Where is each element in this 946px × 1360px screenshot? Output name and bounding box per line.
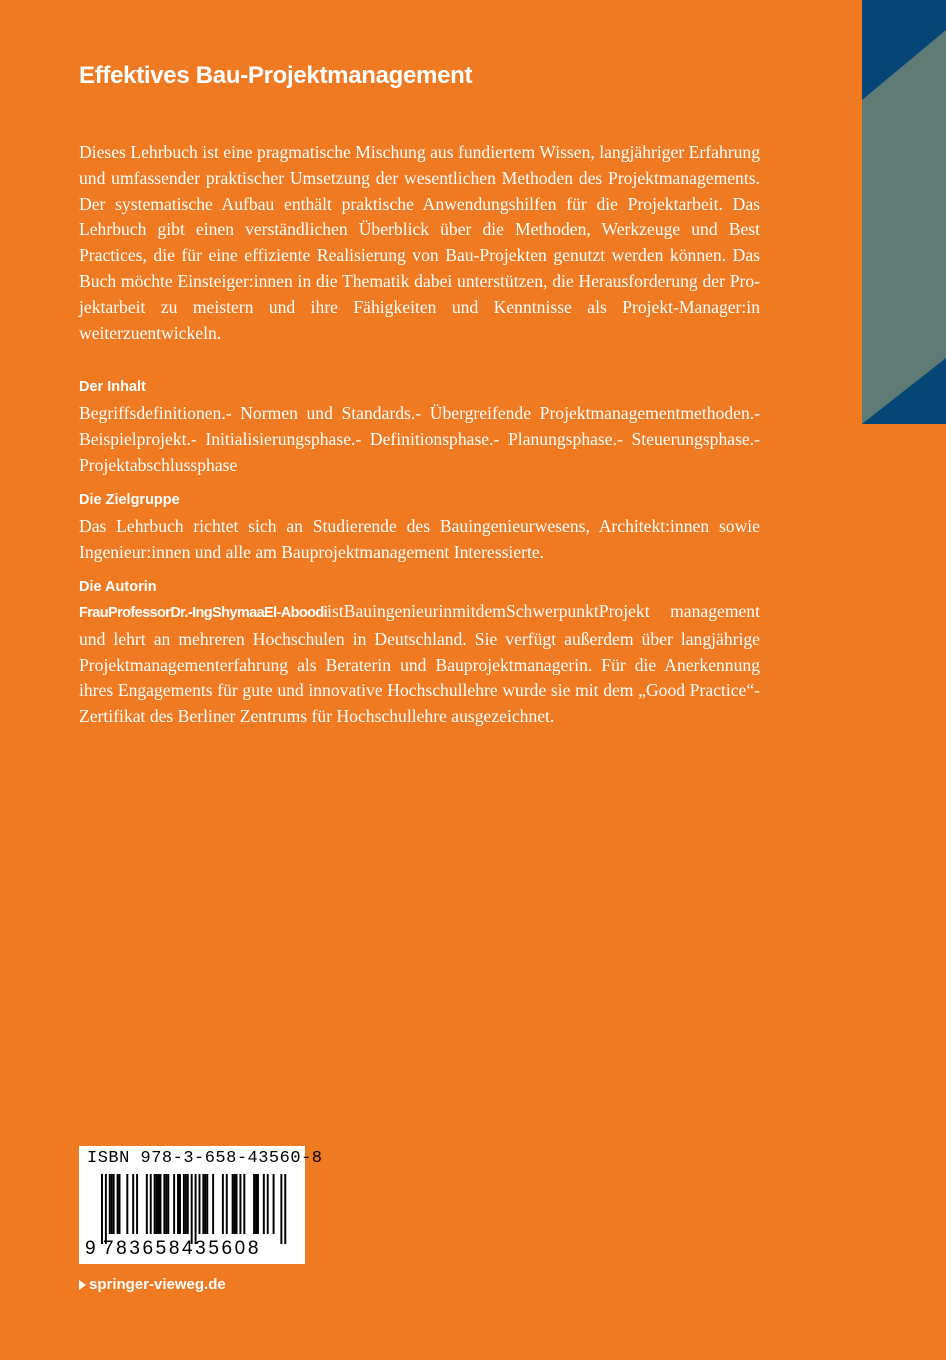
barcode-bar	[191, 1174, 193, 1244]
barcode-bar	[212, 1174, 214, 1234]
barcode-bar	[232, 1174, 234, 1234]
barcode-bar	[202, 1174, 204, 1234]
zielgruppe-text: Das Lehrbuch richtet sich an Studierende des Bauingenieurwesens, Architekt:innen sowie Ingenieur:innen und alle am Bauprojektmanagement Interessierte.	[79, 516, 760, 562]
barcode-bar	[160, 1174, 162, 1234]
barcode-bar	[179, 1174, 181, 1234]
barcode-bar	[167, 1174, 169, 1234]
inhalt-heading: Der Inhalt	[79, 379, 146, 395]
publisher-url: springer-vieweg.de	[89, 1276, 226, 1293]
barcode-bar	[101, 1174, 103, 1244]
barcode-bar	[165, 1174, 167, 1234]
ean-digit-string: 783658435608	[103, 1238, 262, 1259]
barcode-bar	[195, 1174, 197, 1244]
corner-decoration	[862, 0, 946, 424]
barcode-bar	[206, 1174, 208, 1234]
autorin-heading: Die Autorin	[79, 579, 157, 595]
barcode-bar	[156, 1174, 158, 1234]
barcode-bar	[154, 1174, 156, 1234]
barcode-bar	[132, 1174, 134, 1234]
barcode-bar	[236, 1174, 238, 1234]
barcode-bar	[284, 1174, 286, 1244]
barcode-bar	[126, 1174, 128, 1234]
intro-paragraph: Dieses Lehrbuch ist eine pragmatische Mischung aus fundiertem Wissen, langjähriger Erfahrung und umfassender praktischer Umsetzung der wesentlichen Methoden des Projektmanagements. Der systematische Aufbau enthält praktische Anwendungshilfen für die Projektarbeit. Das Lehrbuch gibt einen verständlichen Überblick über die Methoden, Werkzeuge und Best Practices, die für eine effiziente Realisierung von Bau-Projekten genutzt werden können. Das Buch möchte Einsteiger:innen in die Thematik dabei unterstützen, die Herausforderung der Projektarbeit zu meistern und ihre Fähigkeiten und Kenntnisse als Projekt-Manager:in weiterzuentwickeln.	[79, 142, 760, 343]
barcode-bar	[243, 1174, 245, 1234]
barcode-bar	[280, 1174, 282, 1244]
barcode-bar	[111, 1174, 113, 1234]
barcode-bar	[136, 1174, 138, 1234]
isbn-barcode	[79, 1146, 323, 1264]
barcode-bar	[146, 1174, 148, 1234]
autorin-text	[79, 599, 760, 730]
barcode-bar	[109, 1174, 111, 1234]
barcode-bar	[119, 1174, 121, 1234]
barcode-bar	[158, 1174, 160, 1234]
author-name: FrauProfessorDr.-IngShymaaEl-Aboodi	[79, 605, 328, 621]
zielgruppe-heading: Die Zielgruppe	[79, 492, 180, 508]
barcode-bar	[173, 1174, 175, 1234]
barcode-bar	[267, 1174, 269, 1234]
autorin-text-first: istBauingenieurinmitdemSchwerpunktProjekt	[327, 601, 650, 621]
barcode-bar	[187, 1174, 189, 1234]
barcode-bar	[185, 1174, 187, 1234]
ean-first-digit: 9	[85, 1238, 96, 1259]
barcode-bar	[163, 1174, 165, 1234]
barcode-bar	[263, 1174, 265, 1234]
barcode-bar	[273, 1174, 275, 1234]
inhalt-text: Begriffsdefinitionen.- Normen und Standards.- Übergreifende Projektmanagementmethoden.- Beispielprojekt.- Initialisierungsphase.- Definitionsphase.- Planungsphase.- Steuerungsphase.- Projektabschlussphase	[79, 403, 760, 475]
barcode-bar	[226, 1174, 228, 1234]
publisher-link[interactable]	[79, 1276, 226, 1293]
barcode-bar	[239, 1174, 241, 1234]
page-title: Effektives Bau-Projektmanagement	[79, 62, 473, 89]
barcode-bar	[113, 1174, 115, 1234]
barcode-bar	[117, 1174, 119, 1234]
arrow-right-icon	[79, 1280, 86, 1290]
autorin-text-rest: management und lehrt an mehreren Hochschulen in Deutschland. Sie verfügt außerdem über langjährige Projektmanagementerfahrung als Beraterin und Bauprojektmanagerin. Für die Anerkennung ihres Engagements für gute und innovative Hochschullehre wurde sie mit dem „Good Practice“-Zertifikat des Berliner Zentrums für Hochschullehre ausgezeichnet.	[79, 601, 760, 727]
barcode-bar	[222, 1174, 224, 1234]
isbn-label: ISBN 978-3-658-43560-8	[87, 1149, 323, 1168]
barcode-bar	[204, 1174, 206, 1234]
barcode-bar	[183, 1174, 185, 1234]
barcode-bar	[255, 1174, 257, 1234]
barcode-bar	[177, 1174, 179, 1234]
barcode-bar	[199, 1174, 201, 1234]
barcode-bar	[253, 1174, 255, 1234]
barcode-bar	[105, 1174, 107, 1244]
barcode-bar	[150, 1174, 152, 1234]
barcode-bar	[257, 1174, 259, 1234]
barcode-bar	[234, 1174, 236, 1234]
